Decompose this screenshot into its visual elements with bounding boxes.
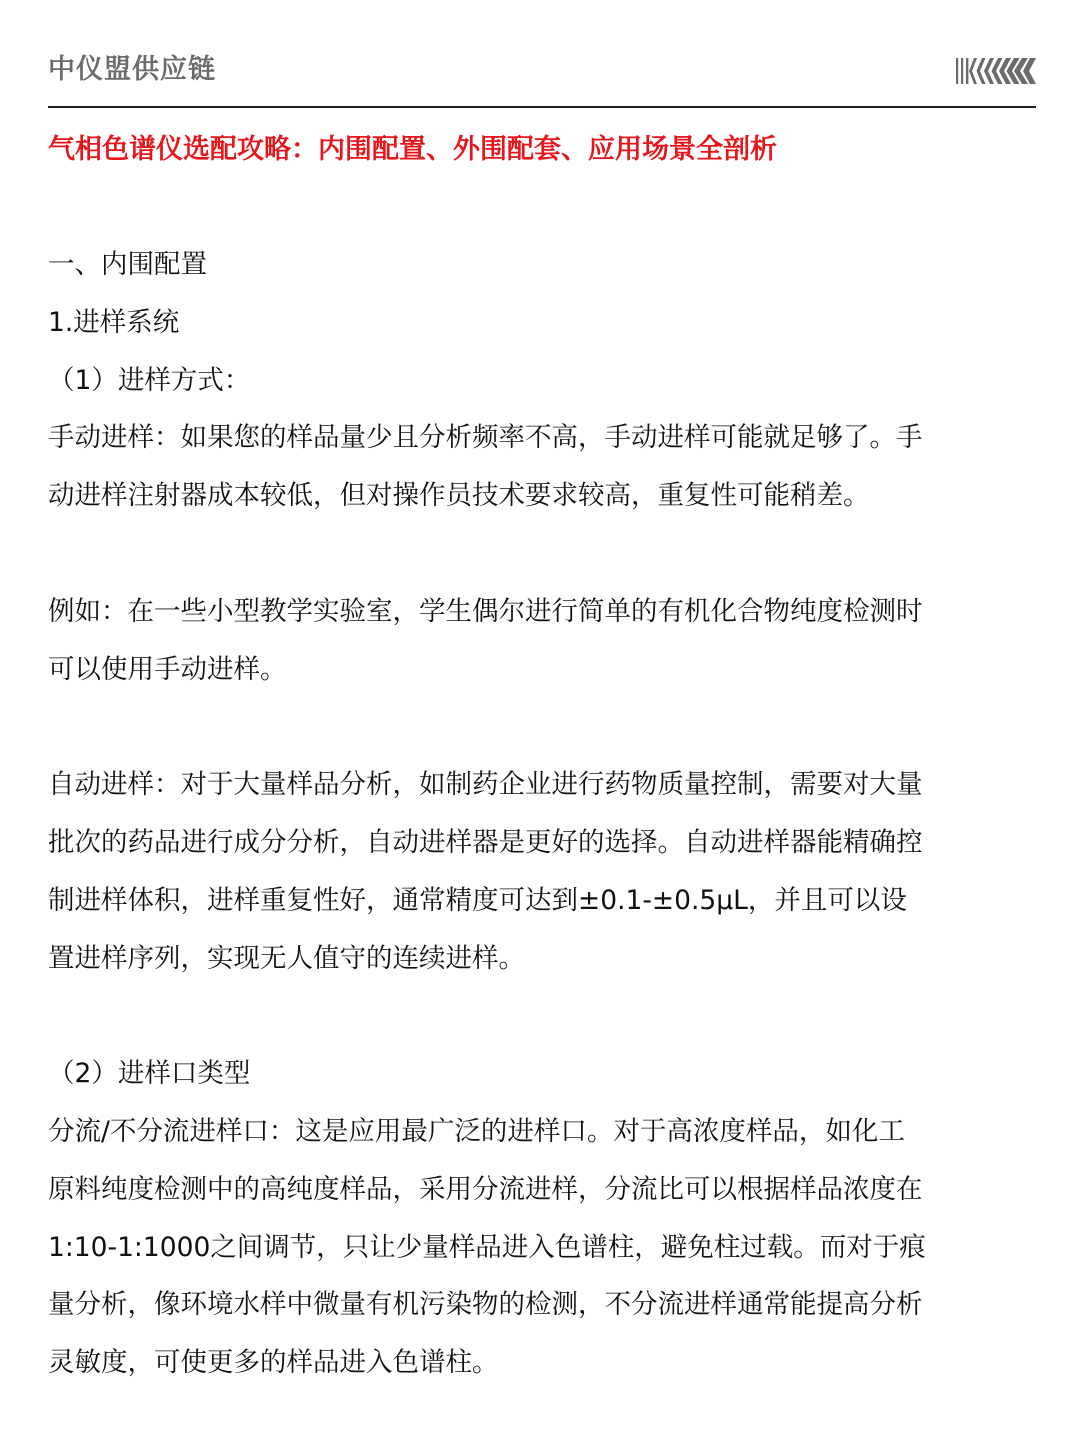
auto-injection-line-4: 置进样序列，实现无人值守的连续进样。 (48, 942, 525, 974)
auto-injection-line-3: 制进样体积，进样重复性好，通常精度可达到±0.1-±0.5μL，并且可以设 (48, 884, 907, 916)
paragraph-spacer (48, 698, 1032, 756)
split-inlet-line-4: 量分析，像环境水样中微量有机污染物的检测，不分流进样通常能提高分析 (48, 1289, 923, 1321)
manual-example-line-1: 例如：在一些小型教学实验室，学生偶尔进行简单的有机化合物纯度检测时 (48, 595, 923, 627)
auto-injection-line-1: 自动进样：对于大量样品分析，如制药企业进行药物质量控制，需要对大量 (48, 769, 923, 801)
item-heading-injection-method: （1）进样方式： (48, 364, 251, 396)
manual-example-line-2: 可以使用手动进样。 (48, 653, 287, 685)
paragraph-spacer (48, 987, 1032, 1045)
chevron-stripes-icon (956, 54, 1036, 88)
article-title: 气相色谱仪选配攻略：内围配置、外围配套、应用场景全剖析 (48, 134, 777, 165)
split-inlet-line-3: 1:10-1:1000之间调节，只让少量样品进入色谱柱，避免柱过载。而对于痕 (48, 1231, 926, 1263)
section-heading: 一、内围配置 (48, 249, 207, 280)
item-heading-inlet-type: （2）进样口类型 (48, 1058, 251, 1090)
manual-injection-line-2: 动进样注射器成本较低，但对操作员技术要求较高，重复性可能稍差。 (48, 480, 870, 512)
split-inlet-line-5: 灵敏度，可使更多的样品进入色谱柱。 (48, 1347, 499, 1379)
auto-injection-line-2: 批次的药品进行成分分析，自动进样器是更好的选择。自动进样器能精确控 (48, 826, 923, 858)
subsection-heading: 1.进样系统 (48, 306, 180, 338)
paragraph-spacer (48, 525, 1032, 583)
split-inlet-line-1: 分流/不分流进样口：这是应用最广泛的进样口。对于高浓度样品，如化工 (48, 1115, 905, 1147)
manual-injection-line-1: 手动进样：如果您的样品量少且分析频率不高，手动进样可能就足够了。手 (48, 422, 923, 454)
article-body (48, 236, 1032, 1392)
brand-name: 中仪盟供应链 (48, 54, 216, 85)
split-inlet-line-2: 原料纯度检测中的高纯度样品，采用分流进样，分流比可以根据样品浓度在 (48, 1173, 923, 1205)
page-header (48, 0, 1036, 108)
